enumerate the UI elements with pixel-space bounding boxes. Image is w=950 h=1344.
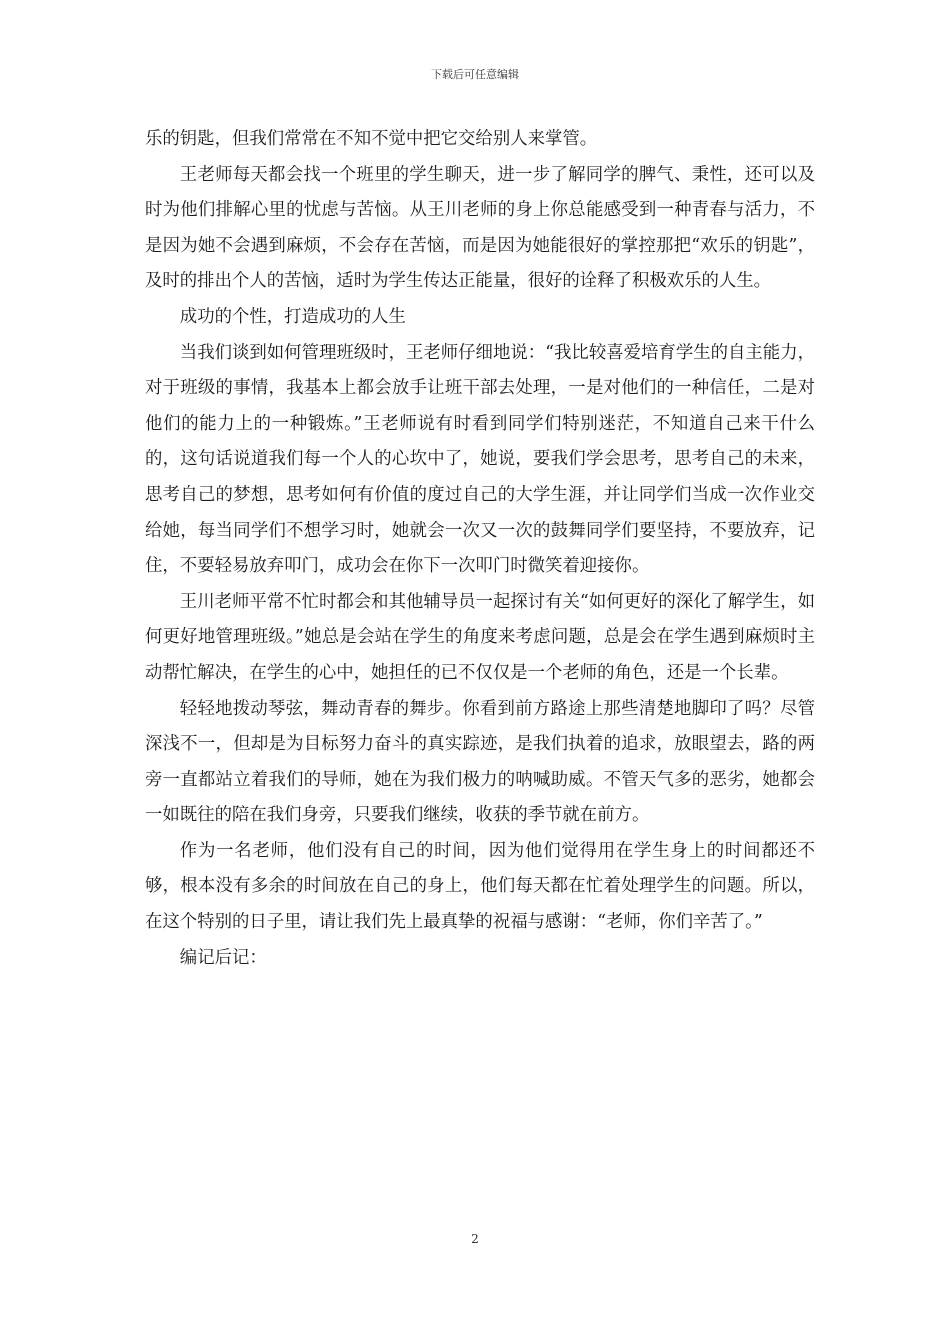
- page-footer: [0, 1232, 950, 1246]
- paragraph-2: 王老师每天都会找一个班里的学生聊天，进一步了解同学的脾气、秉性，还可以及时为他们排解心里的忧虑与苦恼。从王川老师的身上你总能感受到一种青春与活力，不是因为她不会遇到麻烦，不会存在苦恼，而是因为她能很好的掌控那把“欢乐的钥匙”，及时的排出个人的苦恼，适时为学生传达正能量，很好的诠释了积极欢乐的人生。: [145, 164, 815, 292]
- paragraph-5: 轻轻地拨动琴弦，舞动青春的舞步。你看到前方路途上那些清楚地脚印了吗？尽管深浅不一，但却是为目标努力奋斗的真实踪迹，是我们执着的追求，放眼望去，路的两旁一直都站立着我们的导师，她在为我们极力的呐喊助威。不管天气多的恶劣，她都会一如既往的陪在我们身旁，只要我们继续，收获的季节就在前方。: [145, 698, 815, 826]
- page-header: [0, 66, 950, 82]
- header-text: 下载后可任意编辑: [431, 68, 519, 81]
- afterword-label: 编记后记：: [179, 947, 267, 968]
- paragraph-3: 当我们谈到如何管理班级时，王老师仔细地说：“我比较喜爱培育学生的自主能力，对于班级的事情，我基本上都会放手让班干部去处理，一是对他们的一种信任，二是对他们的能力上的一种锻炼。”王老师说有时看到同学们特别迷茫，不知道自己来干什么的，这句话说道我们每一个人的心坎中了，她说，要我们学会思考，思考自己的未来，思考自己的梦想，思考如何有价值的度过自己的大学生涯，并让同学们当成一次作业交给她，每当同学们不想学习时，她就会一次又一次的鼓舞同学们要坚持，不要放弃，记住，不要轻易放弃叩门，成功会在你下一次叩门时微笑着迎接你。: [145, 342, 815, 577]
- section-heading: 成功的个性，打造成功的人生: [179, 306, 406, 327]
- document-body: [145, 122, 815, 976]
- paragraph-6: 作为一名老师，他们没有自己的时间，因为他们觉得用在学生身上的时间都还不够，根本没有多余的时间放在自己的身上，他们每天都在忙着处理学生的问题。所以，在这个特别的日子里，请让我们先上最真挚的祝福与感谢：“老师，你们辛苦了。”: [145, 840, 815, 933]
- page-number: 2: [471, 1232, 479, 1246]
- paragraph-1: 乐的钥匙，但我们常常在不知不觉中把它交给别人来掌管。: [145, 129, 598, 149]
- paragraph-4: 王川老师平常不忙时都会和其他辅导员一起探讨有关“如何更好的深化了解学生，如何更好地管理班级。”她总是会站在学生的角度来考虑问题，总是会在学生遇到麻烦时主动帮忙解决，在学生的心中，她担任的已不仅仅是一个老师的角色，还是一个长辈。: [145, 591, 815, 683]
